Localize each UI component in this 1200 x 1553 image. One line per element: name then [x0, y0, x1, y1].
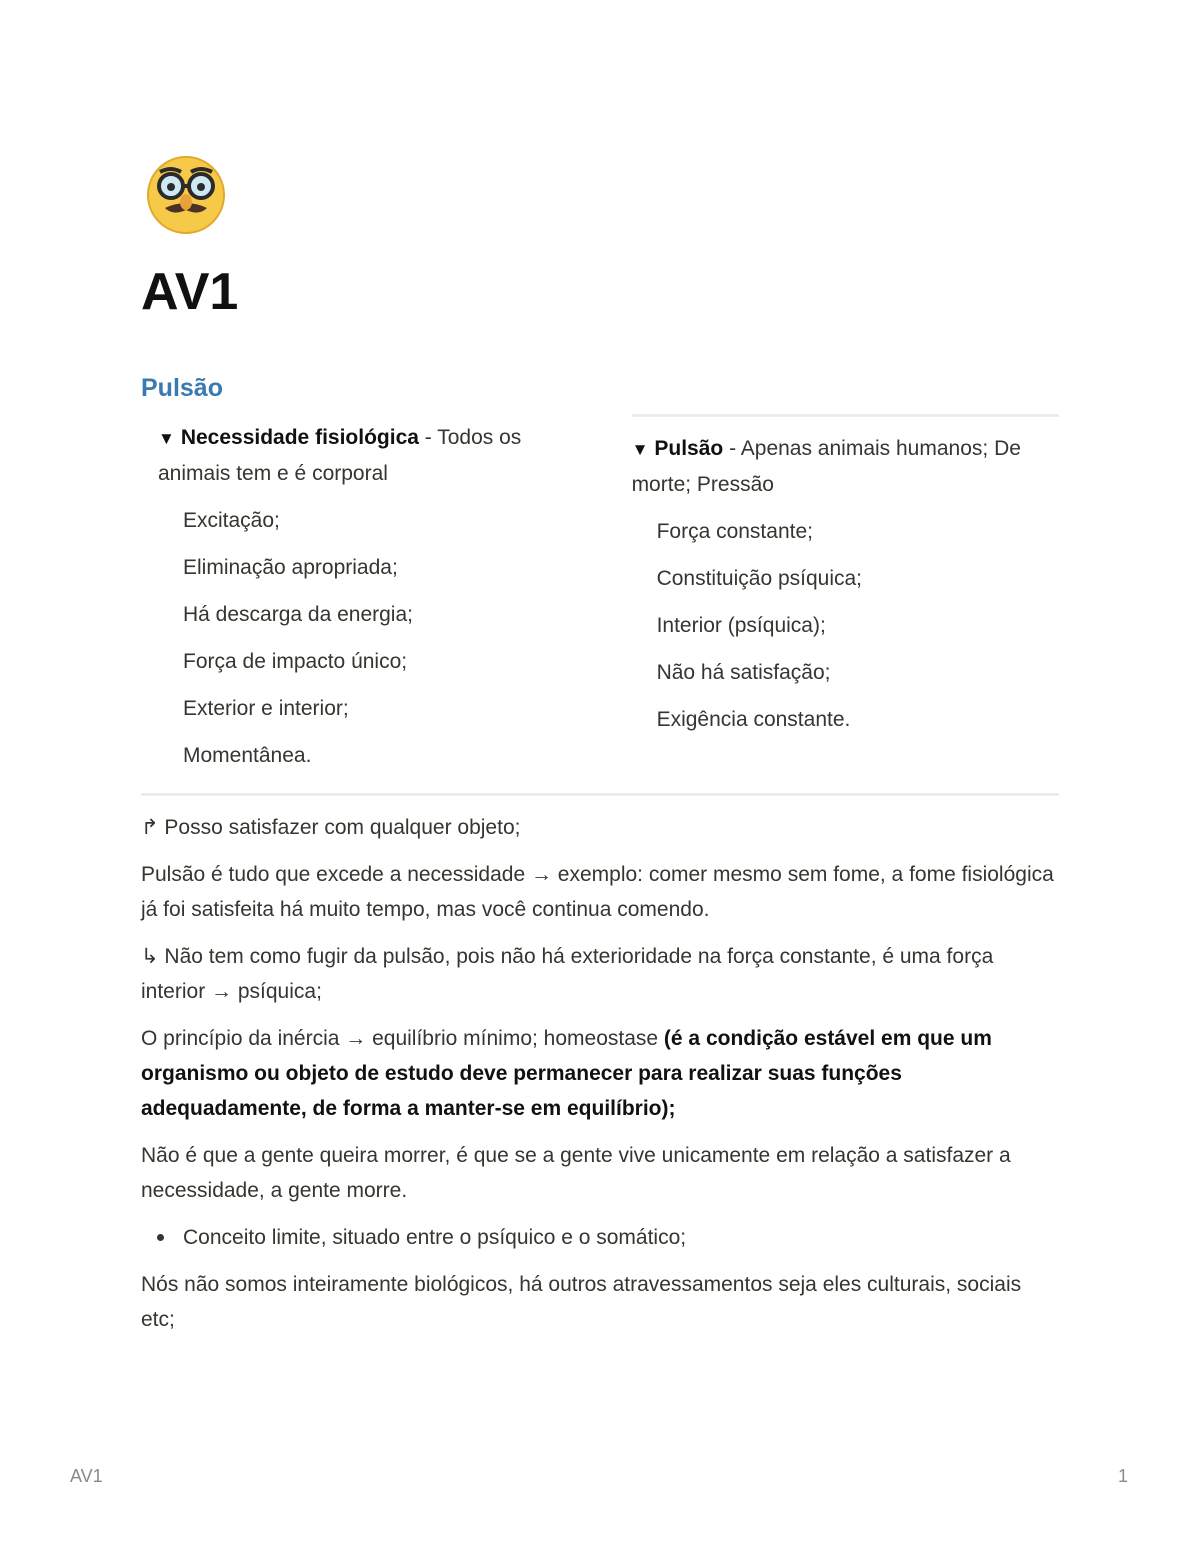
paragraph: ↱ Posso satisfazer com qualquer objeto;	[141, 816, 521, 839]
paragraph: Nós não somos inteiramente biológicos, há outros atravessamentos seja eles culturais, sociais etc;	[141, 1273, 1022, 1331]
right-column	[632, 414, 1059, 773]
toggle-term: Pulsão	[654, 437, 724, 460]
toggle-term: Necessidade fisiológica	[180, 426, 419, 449]
toggle-description: - Apenas animais humanos; De morte; Pressão	[631, 437, 1021, 496]
toggle-pulsao[interactable]	[632, 431, 1059, 502]
page-number: 1	[1117, 1466, 1128, 1486]
toggle-item: Exigência constante.	[656, 708, 851, 731]
two-column-block	[141, 414, 1059, 773]
toggle-item: Eliminação apropriada;	[183, 556, 398, 579]
bulleted-list-item	[141, 1220, 1059, 1255]
toggle-item: Momentânea.	[183, 744, 312, 767]
toggle-item: Força de impacto único;	[183, 650, 408, 673]
paragraph: Não é que a gente queira morrer, é que se a gente vive unicamente em relação a satisfazer a necessidade, a gente morre.	[141, 1144, 1011, 1202]
paragraph	[141, 1021, 1059, 1126]
toggle-item: Não há satisfação;	[656, 661, 831, 684]
toggle-description: - Todos os animais tem e é corporal	[158, 426, 522, 485]
toggle-triangle-icon[interactable]: ▼	[158, 429, 175, 448]
paragraph: ↳ Não tem como fugir da pulsão, pois não há exterioridade na força constante, é uma força interior → psíquica;	[141, 945, 994, 1003]
footer-title: AV1	[70, 1466, 103, 1486]
section-heading: Pulsão	[141, 374, 223, 402]
toggle-item: Constituição psíquica;	[656, 567, 863, 590]
toggle-item: Há descarga da energia;	[183, 603, 413, 626]
toggle-item: Força constante;	[656, 520, 813, 543]
toggle-item: Exterior e interior;	[183, 697, 349, 720]
divider	[141, 793, 1059, 796]
bullet-icon	[141, 1220, 183, 1255]
toggle-item: Interior (psíquica);	[656, 614, 826, 637]
toggle-necessidade[interactable]	[158, 420, 580, 491]
toggle-item: Excitação;	[183, 509, 280, 532]
paragraph-bold-text: (é a condição estável em que um organismo ou objeto de estudo deve permanecer para realizar suas funções adequadamente, de forma a manter-se em equilíbrio);	[141, 1027, 992, 1120]
page-content	[141, 150, 1059, 1337]
disguised-face-icon	[143, 150, 229, 236]
paragraph-text: O princípio da inércia → equilíbrio mínimo; homeostase	[141, 1027, 664, 1050]
left-column	[141, 414, 580, 773]
toggle-triangle-icon[interactable]: ▼	[631, 440, 649, 459]
paragraph: Pulsão é tudo que excede a necessidade → exemplo: comer mesmo sem fome, a fome fisiológica já foi satisfeita há muito tempo, mas você continua comendo.	[141, 863, 1054, 921]
bullet-text: Conceito limite, situado entre o psíquico e o somático;	[183, 1226, 687, 1249]
page-title: AV1	[141, 263, 239, 321]
